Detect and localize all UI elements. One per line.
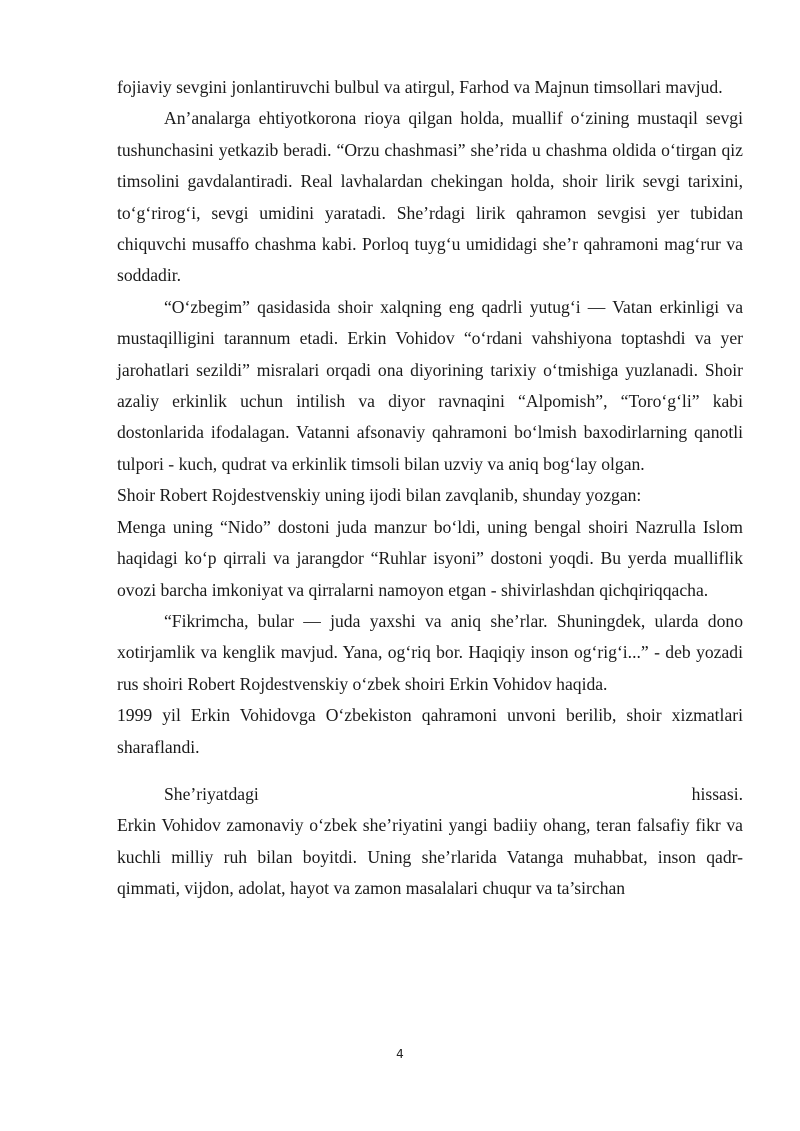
section-heading bbox=[117, 779, 743, 810]
paragraph-fikrimcha-quote: “Fikrimcha, bular — juda yaxshi va aniq she’rlar. Shuningdek, ularda dono xotirjamlik va kenglik mavjud. Yana, og‘riq bor. Haqiqiy inson og‘rig‘i...” - deb yozadi rus shoiri Robert Rojdestvenskiy o‘zbek shoiri Erkin Vohidov haqida. bbox=[117, 610, 743, 694]
paragraph-nido-quote: Menga uning “Nido” dostoni juda manzur bo‘ldi, uning bengal shoiri Nazrulla Islom haqidagi ko‘p qirrali va jarangdor “Ruhlar isyoni” dostoni yoqdi. Bu yerda mualliflik ovozi barcha imkoniyat va qirralarni namoyon etgan - shivirlashdan qichqiriqqacha. bbox=[117, 516, 743, 600]
document-body bbox=[117, 72, 743, 905]
paragraph-continuation: fojiaviy sevgini jonlantiruvchi bulbul va atirgul, Farhod va Majnun timsollari mavjud. bbox=[117, 77, 723, 97]
paragraph-closing: Erkin Vohidov zamonaviy o‘zbek she’riyatini yangi badiiy ohang, teran falsafiy fikr va kuchli milliy ruh bilan boyitdi. Uning she’rlarida Vatanga muhabbat, inson qadr-qimmati, vijdon, adolat, hayot va zamon masalalari chuqur va ta’sirchan bbox=[117, 815, 743, 899]
section-heading-left: She’riyatdagi bbox=[164, 783, 259, 804]
paragraph-rojdestvenskiy-intro: Shoir Robert Rojdestvenskiy uning ijodi bilan zavqlanib, shunday yozgan: bbox=[117, 485, 642, 506]
page-number: 4 bbox=[396, 1047, 404, 1061]
paragraph-1999-award: 1999 yil Erkin Vohidovga O‘zbekiston qahramoni unvoni berilib, shoir xizmatlari sharaflandi. bbox=[117, 705, 743, 757]
paragraph-orzu-chashmasi: An’analarga ehtiyotkorona rioya qilgan holda, muallif o‘zining mustaqil sevgi tushunchasini yetkazib beradi. “Orzu chashmasi” she’rida u chashma oldida o‘tirgan qiz timsolini gavdalantiradi. Real lavhalardan chekingan holda, shoir lirik sevgi tarixini, to‘g‘rirog‘i, sevgi umidini yaratadi. She’rdagi lirik qahramon sevgisi yer tubidan chiquvchi musaffo chashma kabi. Porloq tuyg‘u umididagi she’r qahramoni mag‘rur va soddadir. bbox=[117, 108, 743, 286]
paragraph-ozbegim: “O‘zbegim” qasidasida shoir xalqning eng qadrli yutug‘i — Vatan erkinligi va mustaqilligini tarannum etadi. Erkin Vohidov “o‘rdani vahshiyona toptashdi va yer jarohatlari sezildi” misralari orqadi ona diyorining tarixiy o‘tmishiga yuzlanadi. Shoir azaliy erkinlik uchun intilish va diyor ravnaqini “Alpomish”, “Toro‘g‘li” kabi dostonlarida ifodalagan. Vatanni afsonaviy qahramoni bo‘lmish baxodirlarning qanotli tulpori - kuch, qudrat va erkinlik timsoli bilan uzviy va aniq bog‘lay olgan. bbox=[117, 296, 743, 474]
section-heading-right: hissasi. bbox=[691, 783, 743, 804]
